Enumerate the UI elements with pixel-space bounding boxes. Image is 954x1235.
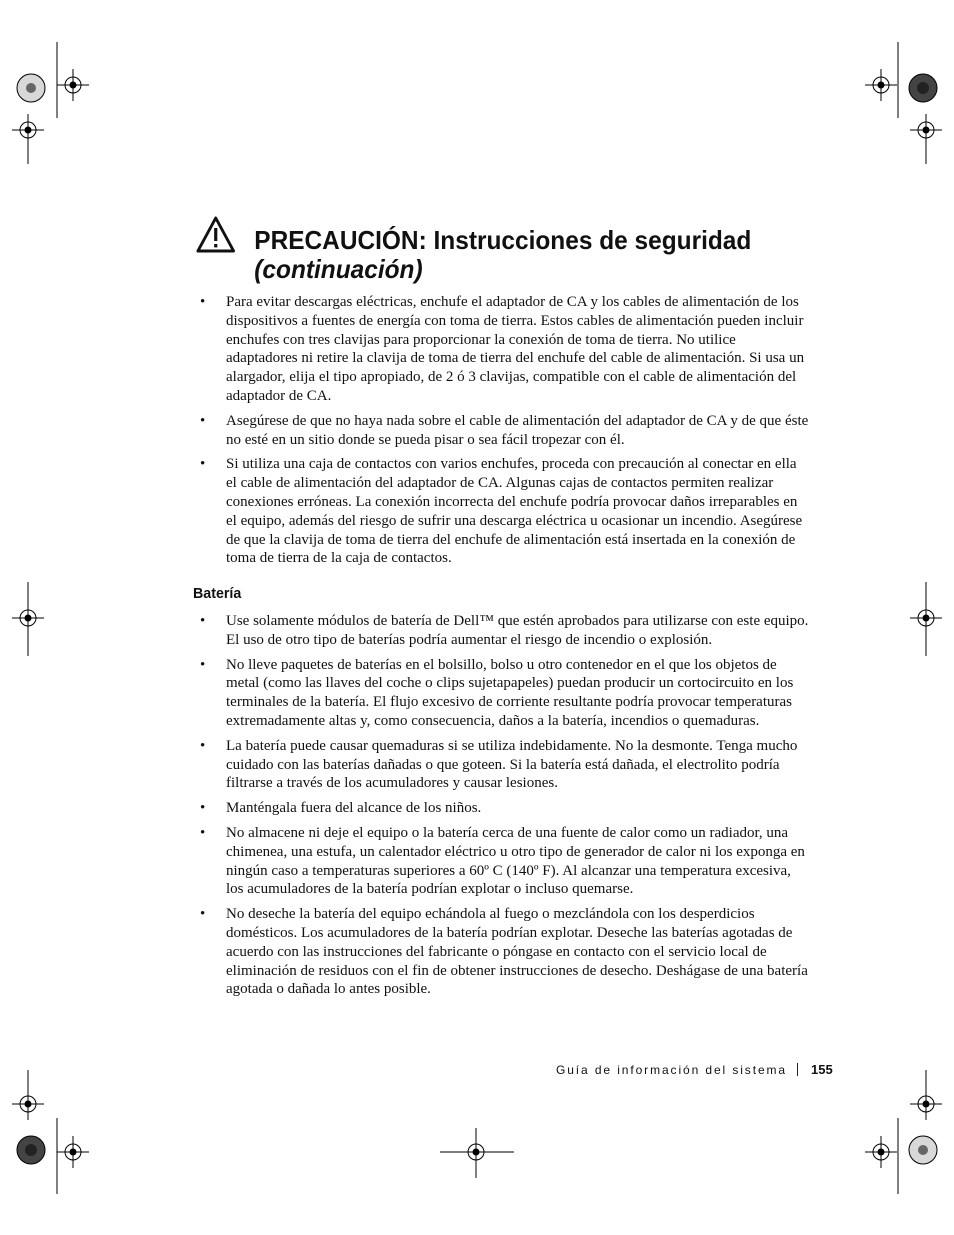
battery-list — [200, 612, 810, 1005]
list-item-text: No deseche la batería del equipo echándola al fuego o mezclándola con los desperdicios domésticos. Los acumuladores de la batería podrían explotar. Deseche las baterías agotadas de acuerdo con las instrucciones del fabricante o póngase en contacto con el servicio local de eliminación de residuos con el fin de obtener instrucciones de desecho. Deshágase de una batería agotada o dañada lo antes posible. — [226, 906, 808, 998]
bullet: • — [200, 800, 206, 817]
list-item-text: Si utiliza una caja de contactos con varios enchufes, proceda con precaución al conectar en ella el cable de alimentación del adaptador de CA. Algunas cajas de contactos permiten realizar conexiones erróneas. La conexión incorrecta del enchufe podría provocar daños irreparables en el equipo, además del riesgo de sufrir una descarga eléctrica u ocasionar un incendio. Asegúrese de que la clavija de toma de tierra del enchufe de alimentación está insertada en la conexión de toma de tierra de la caja de contactos. — [226, 456, 803, 567]
bullet: • — [200, 906, 206, 923]
list-item — [200, 455, 810, 568]
list-item — [200, 824, 810, 899]
list-item-text: No almacene ni deje el equipo o la batería cerca de una fuente de calor como un radiador, una chimenea, una estufa, un calentador eléctrico u otro tipo de generador de calor ni los exponga en ningún caso a temperaturas superiores a 60º C (140º F). Al alcanzar una temperatura excesiva, los acumuladores de la batería podrían explotar o incluso quemarse. — [226, 824, 805, 898]
battery-section-title: Batería — [193, 585, 242, 602]
bullet: • — [200, 412, 206, 429]
bullet: • — [200, 824, 206, 841]
page-number: 155 — [810, 1062, 833, 1077]
bullet: • — [200, 737, 206, 754]
list-item — [200, 905, 810, 999]
footer-separator — [797, 1063, 798, 1076]
safety-list — [200, 293, 810, 574]
bullet: • — [200, 456, 206, 473]
bullet: • — [200, 294, 206, 310]
list-item — [200, 612, 810, 650]
list-item — [200, 737, 810, 793]
list-item-text: La batería puede causar quemaduras si se utiliza indebidamente. No la desmonte. Tenga mucho cuidado con las baterías dañadas o que goteen. Si la batería está dañada, el electrolito podría filtrarse a través de los acumuladores y causar lesiones. — [226, 737, 798, 792]
bullet: • — [200, 613, 206, 629]
list-item-text: Manténgala fuera del alcance de los niños. — [226, 800, 482, 817]
list-item-text: Para evitar descargas eléctricas, enchufe el adaptador de CA y los cables de alimentación de los dispositivos a fuentes de energía con toma de tierra. Estos cables de alimentación pueden incluir enchufes con tres clavijas para proporcionar la conexión de toma de tierra. No utilice adaptadores ni retire la clavija de toma de tierra del enchufe del cable de alimentación. Si usa un alargador, elija el tipo apropiado, de 2 ó 3 clavijas, compatible con el cable de alimentación del adaptador de CA. — [226, 294, 805, 404]
list-item — [200, 656, 810, 731]
warning-triangle-icon — [196, 216, 235, 254]
list-item — [200, 799, 810, 818]
list-item-text: No lleve paquetes de baterías en el bolsillo, bolso u otro contenedor en el que los objetos de metal (como las llaves del coche o clips sujetapapeles) puedan producir un cortocircuito en los terminales de la batería. El flujo excesivo de corriente resultante podría provocar temperaturas extremadamente altas y, como consecuencia, daños a la batería, incendios o quemaduras. — [226, 656, 794, 729]
list-item — [200, 412, 810, 450]
heading-title: PRECAUCIÓN: Instrucciones de seguridad — [254, 225, 752, 255]
page-footer — [556, 1062, 846, 1077]
heading-continuation: (continuación) — [254, 254, 423, 284]
list-item-text: Asegúrese de que no haya nada sobre el cable de alimentación del adaptador de CA y de que éste no esté en un sitio donde se pueda pisar o sea fácil tropezar con él. — [226, 412, 809, 448]
list-item-text: Use solamente módulos de batería de Dell™ que estén aprobados para utilizarse con este equipo. El uso de otro tipo de baterías podría aumentar el riesgo de incendio o explosión. — [226, 613, 809, 648]
footer-title: Guía de información del sistema — [556, 1063, 787, 1077]
bullet: • — [200, 656, 206, 673]
list-item — [200, 293, 810, 406]
